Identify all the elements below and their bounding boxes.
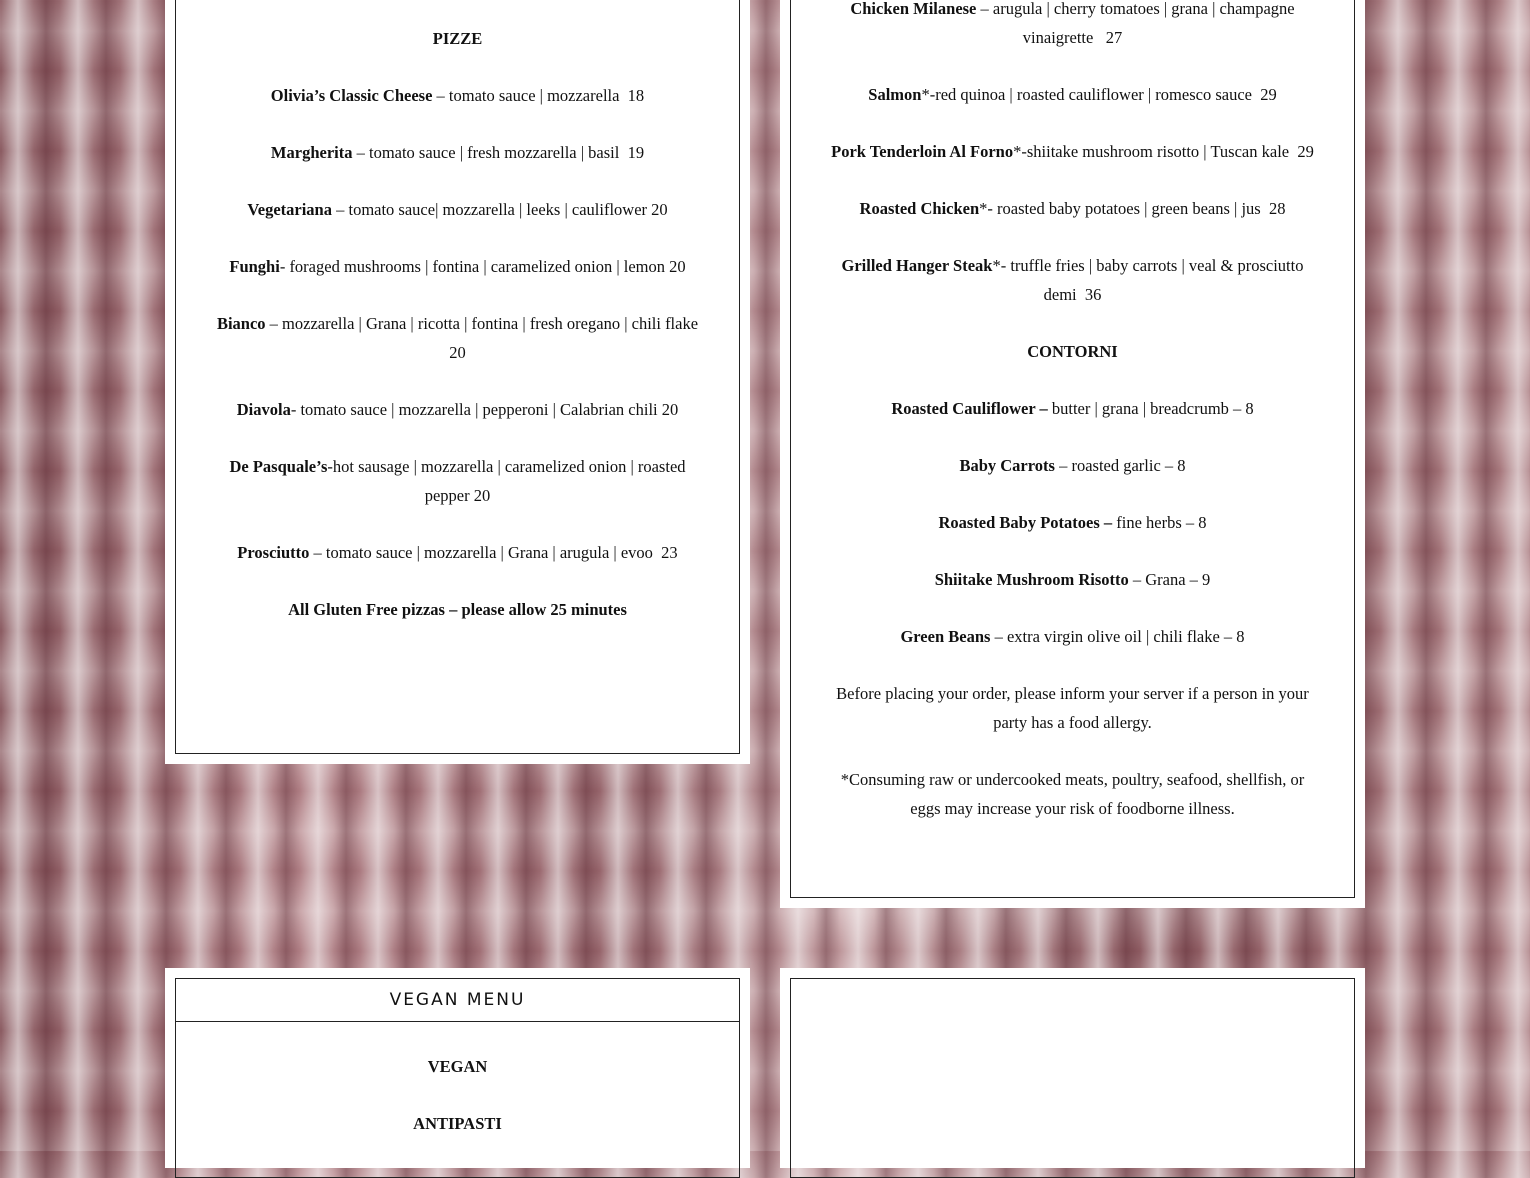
vegan-section: [175, 1052, 740, 1166]
menu-item-separator: –: [1128, 570, 1146, 589]
menu-item-name: De Pasquale’s: [229, 457, 328, 476]
menu-item: [175, 195, 740, 224]
menu-item: [790, 565, 1355, 594]
menu-item-separator: –: [1054, 456, 1072, 475]
menu-item: [175, 81, 740, 110]
menu-item-name: Roasted Baby Potatoes –: [938, 513, 1113, 532]
contorni-list: [790, 394, 1355, 651]
menu-item: [790, 194, 1355, 223]
menu-item-name: Salmon: [868, 85, 922, 104]
entrees-card: [780, 0, 1365, 908]
menu-item-description: shiitake mushroom risotto | Tuscan kale 29: [1026, 142, 1314, 161]
menu-item: [790, 0, 1355, 52]
menu-item-description: roasted garlic – 8: [1071, 456, 1186, 475]
menu-item-separator: *-: [1013, 142, 1027, 161]
vegan-card: [165, 968, 750, 1168]
menu-item-name: Shiitake Mushroom Risotto: [934, 570, 1129, 589]
menu-item-separator: –: [352, 143, 369, 162]
menu-item-separator: -: [279, 257, 290, 276]
menu-item: [790, 622, 1355, 651]
menu-item: [790, 508, 1355, 537]
empty-frame: [790, 978, 1355, 1178]
menu-item-name: Vegetariana: [247, 200, 332, 219]
consumption-note: *Consuming raw or undercooked meats, poultry, seafood, shellfish, or eggs may increase your risk of foodborne illness.: [840, 770, 1305, 818]
menu-item-name: Roasted Cauliflower –: [891, 399, 1048, 418]
menu-item-description: roasted baby potatoes | green beans | jus 28: [997, 199, 1286, 218]
pizze-list: [175, 81, 740, 567]
menu-item-separator: *-: [992, 256, 1011, 275]
menu-item: [790, 394, 1355, 423]
menu-item-name: Prosciutto: [237, 543, 310, 562]
menu-item-name: Pork Tenderloin Al Forno: [831, 142, 1014, 161]
vegan-menu-title: VEGAN MENU: [176, 979, 739, 1022]
menu-item-description: tomato sauce | mozzarella | Grana | arugula | evoo 23: [325, 543, 678, 562]
menu-item-separator: *-: [979, 199, 998, 218]
menu-item-separator: *-: [921, 85, 936, 104]
menu-item-description: truffle fries | baby carrots | veal & prosciutto demi 36: [1010, 256, 1308, 304]
pizze-section: [175, 24, 740, 652]
menu-item-name: Funghi: [229, 257, 280, 276]
antipasti-heading: ANTIPASTI: [413, 1114, 502, 1133]
menu-item-name: Margherita: [270, 143, 353, 162]
menu-item-separator: –: [990, 627, 1007, 646]
menu-item-name: Olivia’s Classic Cheese: [270, 86, 433, 105]
menu-item-description: tomato sauce | mozzarella 18: [448, 86, 645, 105]
menu-item: [790, 451, 1355, 480]
menu-item: [790, 80, 1355, 109]
menu-item-description: tomato sauce | fresh mozzarella | basil 19: [368, 143, 645, 162]
contorni-heading: CONTORNI: [1027, 342, 1118, 361]
menu-item-separator: –: [331, 200, 349, 219]
menu-item: [175, 538, 740, 567]
menu-item-description: foraged mushrooms | fontina | caramelized onion | lemon 20: [289, 257, 686, 276]
menu-item-separator: –: [309, 543, 326, 562]
menu-item: [790, 137, 1355, 166]
menu-item-name: Chicken Milanese: [850, 0, 977, 18]
menu-item-separator: –: [265, 314, 283, 333]
menu-item: [790, 251, 1355, 309]
gluten-free-note: All Gluten Free pizzas – please allow 25 minutes: [288, 600, 627, 619]
menu-item-description: butter | grana | breadcrumb – 8: [1051, 399, 1254, 418]
menu-item-name: Diavola: [236, 400, 291, 419]
empty-card: [780, 968, 1365, 1168]
menu-item: [175, 138, 740, 167]
menu-item-description: extra virgin olive oil | chili flake – 8: [1006, 627, 1245, 646]
menu-item-name: Grilled Hanger Steak: [841, 256, 993, 275]
menu-item-description: tomato sauce| mozzarella | leeks | cauliflower 20: [348, 200, 668, 219]
menu-item-description: mozzarella | Grana | ricotta | fontina | fresh oregano | chili flake 20: [282, 314, 707, 362]
allergy-note: Before placing your order, please inform your server if a person in your party has a food allergy.: [836, 684, 1309, 732]
menu-item-separator: -: [327, 457, 333, 476]
menu-item: [175, 395, 740, 424]
menu-item-description: hot sausage | mozzarella | caramelized onion | roasted pepper 20: [332, 457, 690, 505]
menu-item-separator: –: [976, 0, 993, 18]
pizze-card: [165, 0, 750, 764]
menu-item-description: red quinoa | roasted cauliflower | romesco sauce 29: [935, 85, 1277, 104]
menu-item-separator: -: [290, 400, 301, 419]
vegan-heading: VEGAN: [427, 1057, 488, 1076]
menu-item-description: fine herbs – 8: [1116, 513, 1207, 532]
menu-item-description: arugula | cherry tomatoes | grana | champagne vinaigrette 27: [992, 0, 1299, 47]
menu-item: [175, 452, 740, 510]
menu-item-name: Baby Carrots: [959, 456, 1055, 475]
menu-item-name: Bianco: [216, 314, 266, 333]
menu-item: [175, 309, 740, 367]
entrees-section: [790, 0, 1355, 851]
menu-item-description: Grana – 9: [1145, 570, 1211, 589]
menu-item-name: Green Beans: [900, 627, 991, 646]
menu-item-name: Roasted Chicken: [859, 199, 980, 218]
menu-item-separator: –: [432, 86, 449, 105]
pizze-heading: PIZZE: [432, 29, 483, 48]
menu-item: [175, 252, 740, 281]
menu-item-description: tomato sauce | mozzarella | pepperoni | Calabrian chili 20: [300, 400, 679, 419]
entrees-list: [790, 0, 1355, 309]
